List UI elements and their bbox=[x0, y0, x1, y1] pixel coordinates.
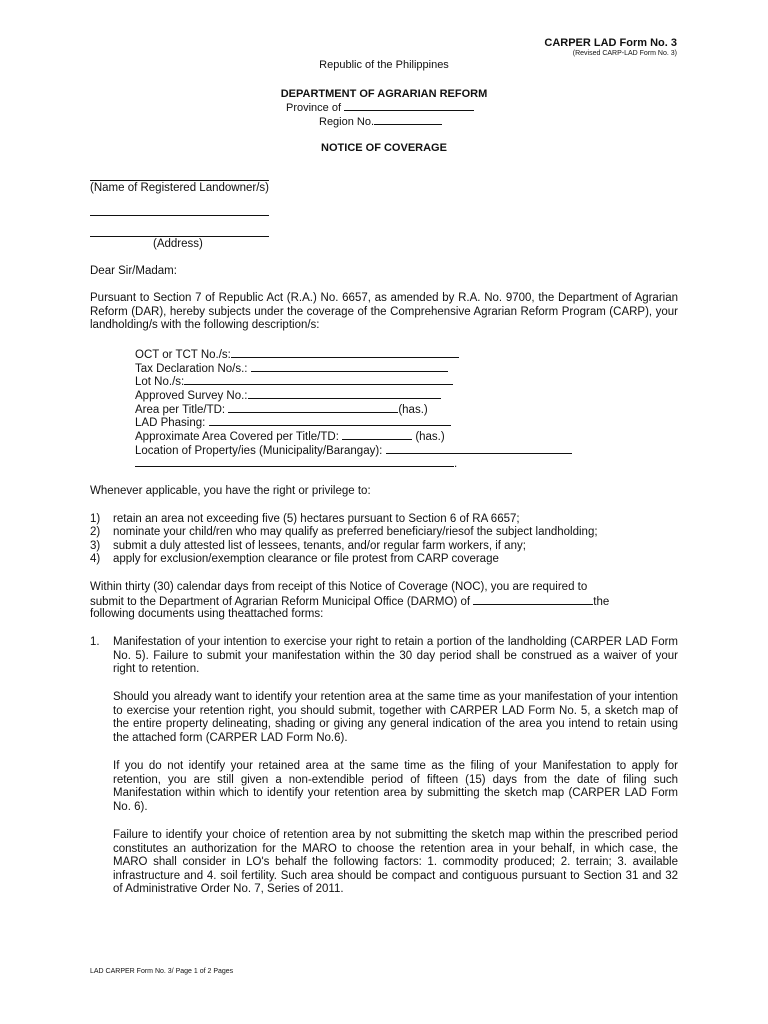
right-num-4: 4) bbox=[90, 553, 101, 565]
tax-label: Tax Declaration No/s.: bbox=[135, 363, 248, 375]
right-text-1: retain an area not exceeding five (5) hectares pursuant to Section 6 of RA 6657; bbox=[113, 513, 520, 525]
lot-blank[interactable] bbox=[184, 375, 453, 385]
location-blank-2[interactable] bbox=[135, 457, 454, 467]
phasing-blank[interactable] bbox=[209, 416, 451, 426]
republic-heading: Republic of the Philippines bbox=[319, 59, 449, 71]
darmo-blank[interactable] bbox=[473, 595, 593, 605]
department-heading: DEPARTMENT OF AGRARIAN REFORM bbox=[280, 88, 488, 100]
right-text-3: submit a duly attested list of lessees, tenants, and/or regular farm workers, if any; bbox=[113, 540, 526, 552]
field-lot bbox=[135, 375, 453, 390]
field-oct bbox=[135, 348, 459, 363]
landowner-name-blank[interactable] bbox=[90, 180, 269, 181]
within-line-3: following documents using theattached forms: bbox=[90, 608, 324, 620]
right-num-3: 3) bbox=[90, 540, 101, 552]
area-blank[interactable] bbox=[228, 403, 398, 413]
oct-label: OCT or TCT No./s: bbox=[135, 349, 231, 361]
province-label: Province of bbox=[286, 102, 342, 114]
within-line-2-b: the bbox=[593, 596, 610, 608]
region-label: Region No. bbox=[319, 116, 375, 128]
approx-label: Approximate Area Covered per Title/TD: bbox=[135, 431, 339, 443]
approx-unit: (has.) bbox=[415, 431, 445, 443]
area-label: Area per Title/TD: bbox=[135, 404, 226, 416]
item-1-paragraph-3: If you do not identify your retained area at the same time as the filing of your Manifestation to apply for retention, you are still given a non-extendible period of fifteen (15) days from the date of filing such Manifestation within which to identify your retention area by submitting the sketch map (CARPER LAD Form No. 6). bbox=[113, 760, 678, 813]
right-text-4: apply for exclusion/exemption clearance or file protest from CARP coverage bbox=[113, 553, 499, 565]
area-unit: (has.) bbox=[398, 404, 428, 416]
field-approx bbox=[135, 430, 445, 445]
right-num-1: 1) bbox=[90, 513, 101, 525]
region-blank[interactable] bbox=[374, 115, 442, 125]
province-line bbox=[286, 101, 474, 115]
item-1-number: 1. bbox=[90, 636, 100, 648]
within-line-1: Within thirty (30) calendar days from receipt of this Notice of Coverage (NOC), you are required to bbox=[90, 581, 588, 593]
form-revised-note: (Revised CARP-LAD Form No. 3) bbox=[572, 50, 677, 57]
phasing-label: LAD Phasing: bbox=[135, 417, 206, 429]
tax-blank[interactable] bbox=[251, 362, 448, 372]
address-label: (Address) bbox=[153, 238, 203, 250]
survey-label: Approved Survey No.: bbox=[135, 390, 248, 402]
intro-paragraph: Pursuant to Section 7 of Republic Act (R.A.) No. 6657, as amended by R.A. No. 9700, the Department of Agrarian Reform (DAR), hereby subjects under the coverage of the Comprehensive Agrarian Reform Program (CARP), your landholding/s with the following description/s: bbox=[90, 292, 678, 332]
lot-label: Lot No./s: bbox=[135, 376, 185, 388]
right-num-2: 2) bbox=[90, 526, 101, 538]
landowner-name-label: (Name of Registered Landowner/s) bbox=[90, 182, 269, 194]
address-blank-2[interactable] bbox=[90, 236, 269, 237]
location-label: Location of Property/ies (Municipality/Barangay): bbox=[135, 445, 383, 457]
within-line-2-a: submit to the Department of Agrarian Reform Municipal Office (DARMO) of bbox=[90, 596, 471, 608]
region-line bbox=[319, 115, 442, 129]
field-survey bbox=[135, 389, 441, 404]
right-text-2: nominate your child/ren who may qualify as preferred beneficiary/riesof the subject landholding; bbox=[113, 526, 598, 538]
item-1-paragraph-2: Should you already want to identify your retention area at the same time as your manifestation of your intention to exercise your retention right, you should submit, together with CARPER LAD Form No. 5, a sketch map of the entire property delineating, shading or giving any general indication of the area you intend to retain using the attached form (CARPER LAD Form No.6). bbox=[113, 691, 678, 744]
oct-blank[interactable] bbox=[231, 348, 459, 358]
survey-blank[interactable] bbox=[248, 389, 441, 399]
form-number-title: CARPER LAD Form No. 3 bbox=[544, 37, 677, 49]
rights-intro: Whenever applicable, you have the right or privilege to: bbox=[90, 485, 371, 497]
field-phasing bbox=[135, 416, 451, 431]
field-location-cont bbox=[135, 457, 457, 472]
location-blank[interactable] bbox=[386, 444, 572, 454]
page-footer: LAD CARPER Form No. 3/ Page 1 of 2 Pages bbox=[90, 968, 234, 975]
address-blank-1[interactable] bbox=[90, 215, 269, 216]
item-1-paragraph-1: Manifestation of your intention to exercise your right to retain a portion of the landholding (CARPER LAD Form No. 5). Failure to submit your manifestation within the 30 day period shall be construed as a waiver of your right to retention. bbox=[113, 636, 678, 676]
province-blank[interactable] bbox=[344, 101, 474, 111]
approx-blank[interactable] bbox=[342, 430, 412, 440]
item-1-paragraph-4: Failure to identify your choice of retention area by not submitting the sketch map within the prescribed period constitutes an authorization for the MARO to choose the retention area in your behalf, in which case, the MARO shall consider in LO's behalf the following factors: 1. commodity produced; 2. terrain; 3. available infrastructure and 4. soil fertility. Such area should be compact and contiguous pursuant to Section 31 and 32 of Administrative Order No. 7, Series of 2011. bbox=[113, 829, 678, 896]
notice-title: NOTICE OF COVERAGE bbox=[321, 142, 447, 154]
location-end: . bbox=[454, 458, 458, 470]
salutation: Dear Sir/Madam: bbox=[90, 265, 177, 277]
